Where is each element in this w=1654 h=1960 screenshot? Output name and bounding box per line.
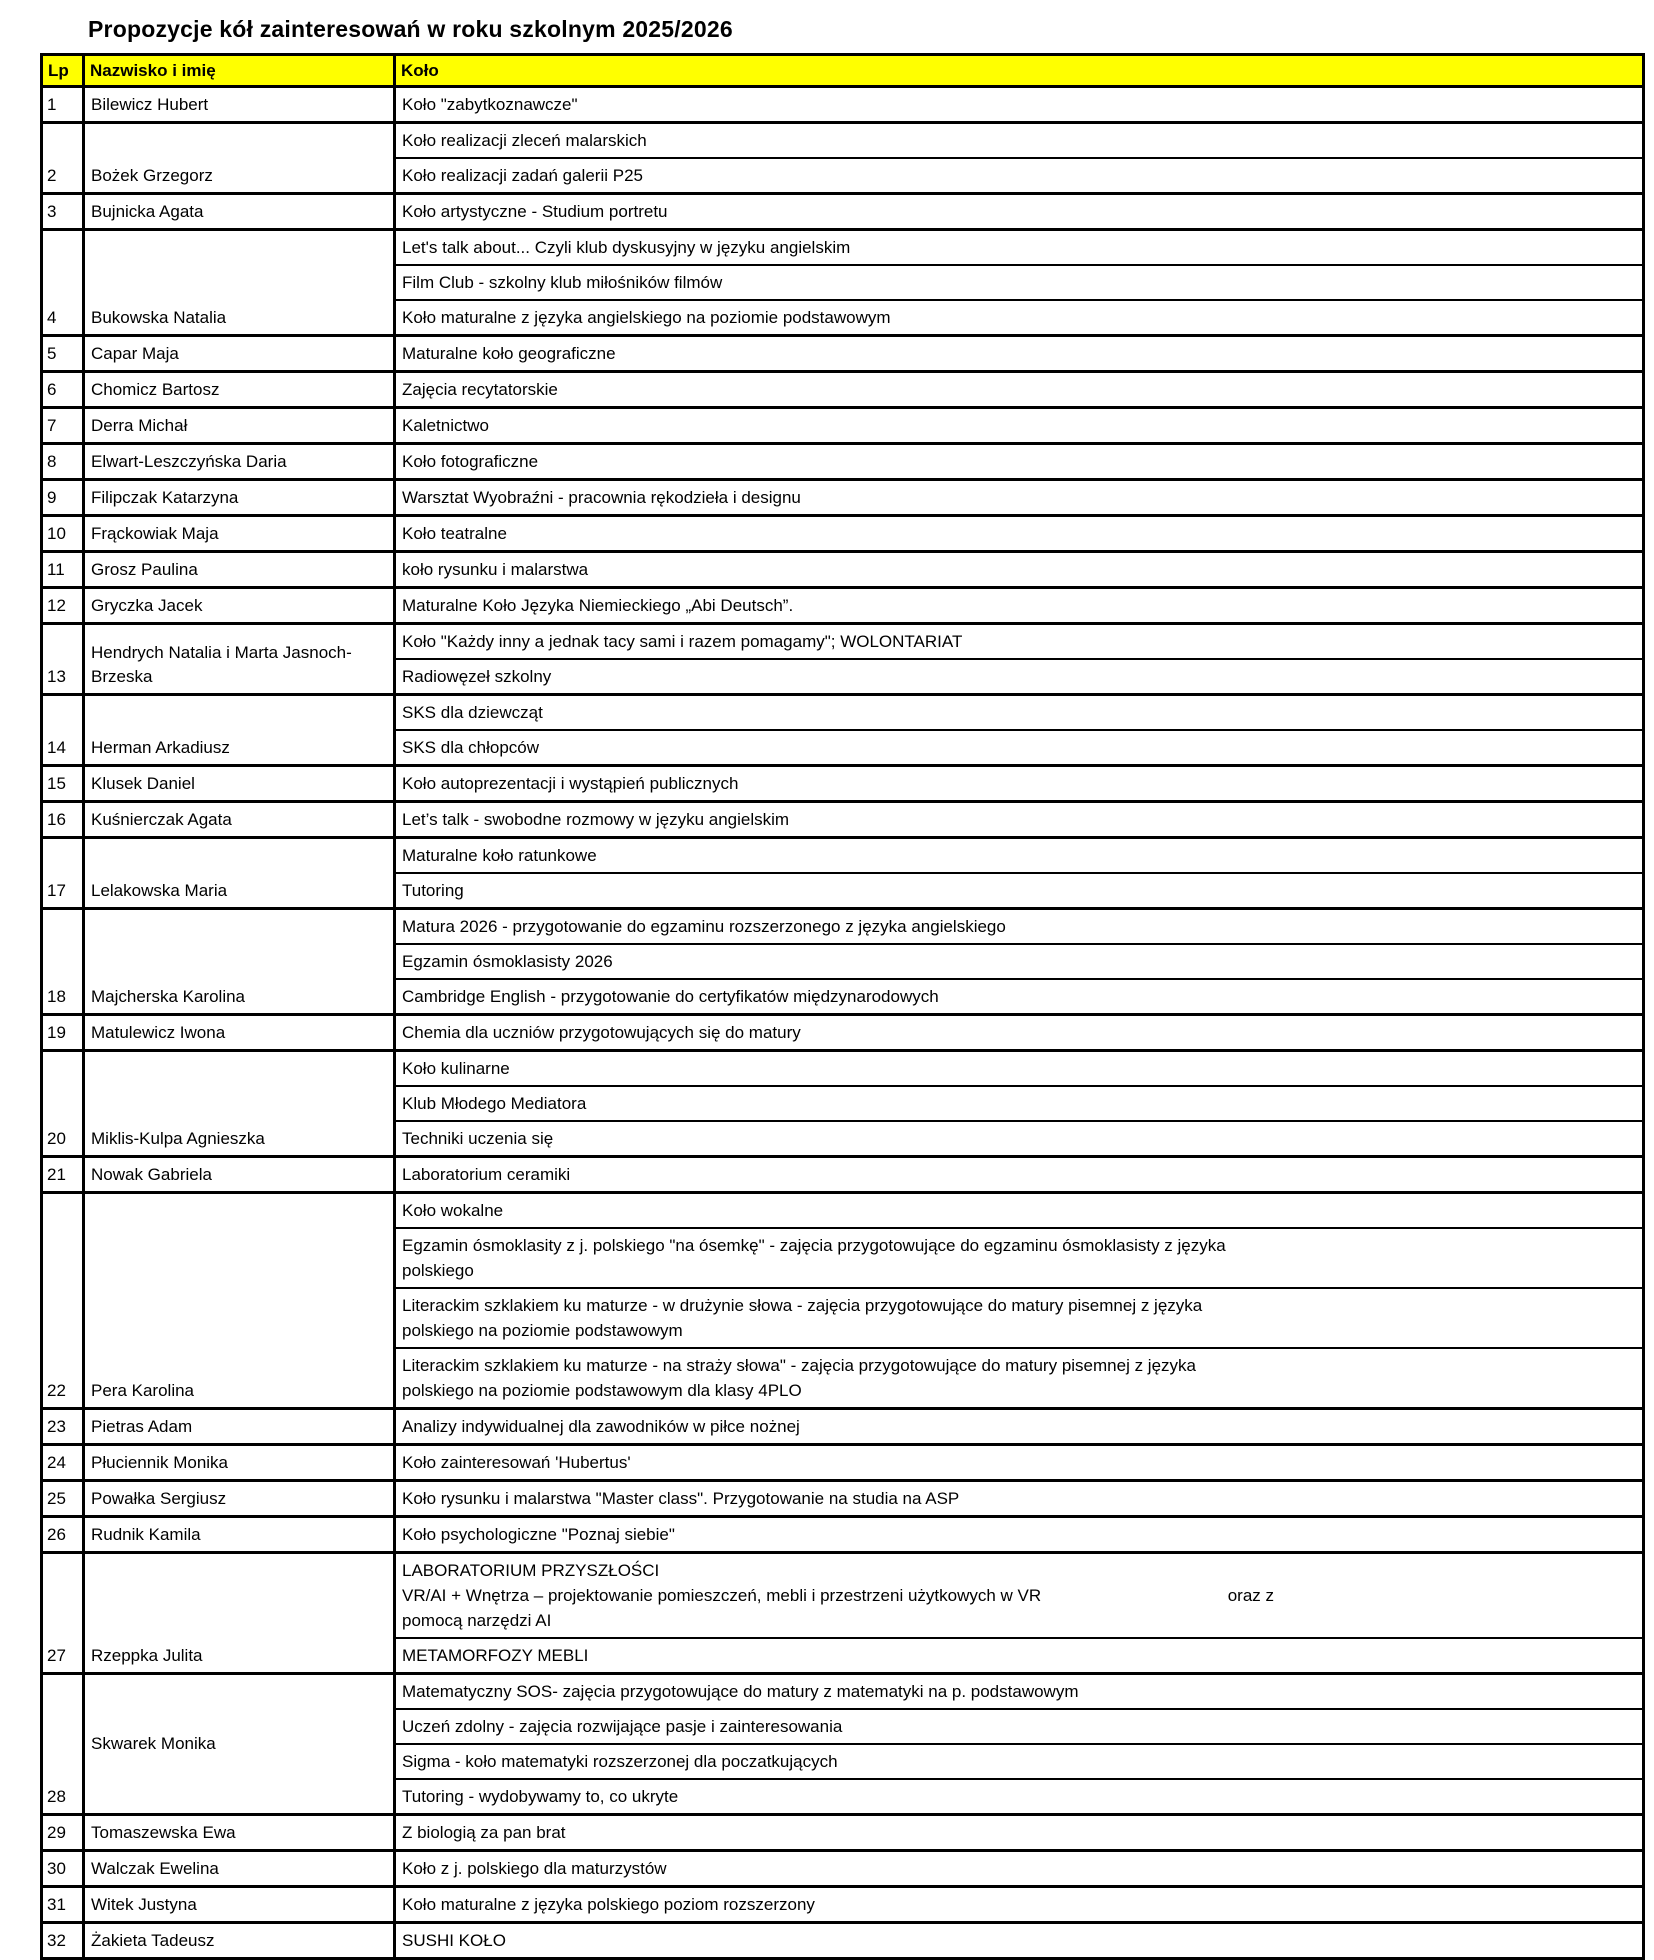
club-line: Koło rysunku i malarstwa "Master class". Przygotowanie na studia na ASP xyxy=(402,1489,960,1508)
table-row xyxy=(42,1851,1644,1887)
teacher-name-cell: Derra Michał xyxy=(84,408,395,444)
row-number-cell: 12 xyxy=(42,588,84,624)
club-cell xyxy=(395,480,1644,516)
club-line: Literackim szklakiem ku maturze - na straży słowa" - zajęcia przygotowujące do matury pisemnej z języka xyxy=(402,1356,1196,1375)
club-cell xyxy=(395,87,1644,123)
teacher-name-cell: Rzeppka Julita xyxy=(84,1553,395,1674)
club-cell xyxy=(395,1288,1644,1348)
table-row xyxy=(42,87,1644,123)
teacher-name-cell: Klusek Daniel xyxy=(84,766,395,802)
club-cell xyxy=(395,944,1644,979)
club-cell xyxy=(395,300,1644,336)
club-line: SKS dla chłopców xyxy=(402,738,540,757)
teacher-name-cell: Bożek Grzegorz xyxy=(84,123,395,194)
table-row xyxy=(42,1923,1644,1959)
row-number-cell: 8 xyxy=(42,444,84,480)
row-number-cell: 1 xyxy=(42,87,84,123)
row-number-cell: 28 xyxy=(42,1674,84,1815)
club-cell xyxy=(395,730,1644,766)
table-row xyxy=(42,230,1644,266)
club-cell xyxy=(395,1517,1644,1553)
club-cell xyxy=(395,1744,1644,1779)
teacher-name-cell: Capar Maja xyxy=(84,336,395,372)
row-number-cell: 19 xyxy=(42,1015,84,1051)
club-line: Koło psychologiczne "Poznaj siebie" xyxy=(402,1525,675,1544)
club-cell xyxy=(395,979,1644,1015)
club-line: Maturalne Koło Języka Niemieckiego „Abi Deutsch”. xyxy=(402,596,794,615)
club-cell xyxy=(395,372,1644,408)
teacher-name-cell: Walczak Ewelina xyxy=(84,1851,395,1887)
teacher-name-cell: Gryczka Jacek xyxy=(84,588,395,624)
club-line: Koło autoprezentacji i wystąpień publicznych xyxy=(402,774,739,793)
row-number-cell: 4 xyxy=(42,230,84,336)
club-cell xyxy=(395,873,1644,909)
table-row xyxy=(42,1481,1644,1517)
club-cell xyxy=(395,230,1644,266)
club-line: koło rysunku i malarstwa xyxy=(402,560,589,579)
club-line: Klub Młodego Mediatora xyxy=(402,1094,587,1113)
table-row xyxy=(42,1553,1644,1639)
club-cell xyxy=(395,909,1644,945)
teacher-name-cell: Nowak Gabriela xyxy=(84,1157,395,1193)
row-number-cell: 16 xyxy=(42,802,84,838)
club-line-right: oraz z xyxy=(1227,1586,1274,1605)
teacher-name-cell: Bujnicka Agata xyxy=(84,194,395,230)
teacher-name-cell: Kuśnierczak Agata xyxy=(84,802,395,838)
teacher-name-cell: Powałka Sergiusz xyxy=(84,1481,395,1517)
club-line: polskiego xyxy=(402,1261,474,1280)
teacher-name-cell: Lelakowska Maria xyxy=(84,838,395,909)
club-line: Koło "Każdy inny a jednak tacy sami i razem pomagamy"; WOLONTARIAT xyxy=(402,632,963,651)
club-line: Laboratorium ceramiki xyxy=(402,1165,571,1184)
table-row xyxy=(42,838,1644,874)
club-line: Matematyczny SOS- zajęcia przygotowujące do matury z matematyki na p. podstawowym xyxy=(402,1682,1079,1701)
club-line: Kaletnictwo xyxy=(402,416,489,435)
table-row xyxy=(42,802,1644,838)
club-cell xyxy=(395,444,1644,480)
row-number-cell: 29 xyxy=(42,1815,84,1851)
teacher-name-cell: Witek Justyna xyxy=(84,1887,395,1923)
teacher-name-cell: Herman Arkadiusz xyxy=(84,695,395,766)
row-number-cell: 25 xyxy=(42,1481,84,1517)
club-line: Egzamin ósmoklasity z j. polskiego "na ósemkę" - zajęcia przygotowujące do egzaminu ósmoklasisty z języka xyxy=(402,1236,1226,1255)
teacher-name-cell: Skwarek Monika xyxy=(84,1674,395,1815)
club-cell xyxy=(395,1709,1644,1744)
clubs-table-body xyxy=(42,87,1644,1959)
club-line: polskiego na poziomie podstawowym xyxy=(402,1321,683,1340)
club-line: Koło realizacji zleceń malarskich xyxy=(402,131,647,150)
club-line: Let's talk about... Czyli klub dyskusyjny w języku angielskim xyxy=(402,238,851,257)
club-line: SUSHI KOŁO xyxy=(402,1931,506,1950)
row-number-cell: 3 xyxy=(42,194,84,230)
table-row xyxy=(42,1815,1644,1851)
club-line: Koło "zabytkoznawcze" xyxy=(402,95,578,114)
club-line xyxy=(402,1583,1274,1608)
table-row xyxy=(42,1157,1644,1193)
table-row xyxy=(42,1445,1644,1481)
table-row xyxy=(42,909,1644,945)
club-cell xyxy=(395,1121,1644,1157)
table-row xyxy=(42,1517,1644,1553)
club-cell xyxy=(395,516,1644,552)
table-row xyxy=(42,372,1644,408)
page-title: Propozycje kół zainteresowań w roku szkolnym 2025/2026 xyxy=(88,16,733,42)
row-number-cell: 15 xyxy=(42,766,84,802)
row-number-cell: 2 xyxy=(42,123,84,194)
club-cell xyxy=(395,1157,1644,1193)
club-cell xyxy=(395,1348,1644,1409)
club-cell xyxy=(395,1228,1644,1288)
teacher-name-cell: Pietras Adam xyxy=(84,1409,395,1445)
club-cell xyxy=(395,1445,1644,1481)
club-line: Let’s talk - swobodne rozmowy w języku angielskim xyxy=(402,810,790,829)
club-line: Chemia dla uczniów przygotowujących się do matury xyxy=(402,1023,801,1042)
club-line: Koło maturalne z języka polskiego poziom rozszerzony xyxy=(402,1895,815,1914)
club-line: Sigma - koło matematyki rozszerzonej dla poczatkujących xyxy=(402,1752,838,1771)
table-row xyxy=(42,1015,1644,1051)
table-row xyxy=(42,336,1644,372)
club-line: Egzamin ósmoklasisty 2026 xyxy=(402,952,613,971)
club-line: Koło zainteresowań 'Hubertus' xyxy=(402,1453,631,1472)
club-line: Koło maturalne z języka angielskiego na poziomie podstawowym xyxy=(402,308,891,327)
club-line: Film Club - szkolny klub miłośników filmów xyxy=(402,273,723,292)
club-cell xyxy=(395,1779,1644,1815)
club-line: Tutoring xyxy=(402,881,464,900)
club-line: polskiego na poziomie podstawowym dla klasy 4PLO xyxy=(402,1381,802,1400)
teacher-name-cell: Rudnik Kamila xyxy=(84,1517,395,1553)
teacher-name-cell: Matulewicz Iwona xyxy=(84,1015,395,1051)
row-number-cell: 32 xyxy=(42,1923,84,1959)
table-row xyxy=(42,766,1644,802)
header-row xyxy=(42,55,1644,87)
teacher-name-cell: Płuciennik Monika xyxy=(84,1445,395,1481)
club-cell xyxy=(395,588,1644,624)
teacher-name-cell: Elwart-Leszczyńska Daria xyxy=(84,444,395,480)
row-number-cell: 9 xyxy=(42,480,84,516)
table-row xyxy=(42,552,1644,588)
table-row xyxy=(42,194,1644,230)
row-number-cell: 18 xyxy=(42,909,84,1015)
row-number-cell: 11 xyxy=(42,552,84,588)
club-cell xyxy=(395,1086,1644,1121)
club-line: Literackim szklakiem ku maturze - w drużynie słowa - zajęcia przygotowujące do matury pisemnej z języka xyxy=(402,1296,1203,1315)
club-line: Matura 2026 - przygotowanie do egzaminu rozszerzonego z języka angielskiego xyxy=(402,917,1006,936)
row-number-cell: 14 xyxy=(42,695,84,766)
clubs-table xyxy=(40,53,1645,1960)
club-line: pomocą narzędzi AI xyxy=(402,1611,552,1630)
club-cell xyxy=(395,1051,1644,1087)
row-number-cell: 27 xyxy=(42,1553,84,1674)
teacher-name-cell: Bukowska Natalia xyxy=(84,230,395,336)
club-line: LABORATORIUM PRZYSZŁOŚCI xyxy=(402,1561,660,1580)
row-number-cell: 5 xyxy=(42,336,84,372)
teacher-name-cell: Żakieta Tadeusz xyxy=(84,1923,395,1959)
club-cell xyxy=(395,408,1644,444)
club-cell xyxy=(395,659,1644,695)
row-number-cell: 26 xyxy=(42,1517,84,1553)
table-row xyxy=(42,1409,1644,1445)
teacher-name-cell: Chomicz Bartosz xyxy=(84,372,395,408)
club-line: Tutoring - wydobywamy to, co ukryte xyxy=(402,1787,679,1806)
table-row xyxy=(42,444,1644,480)
club-cell xyxy=(395,552,1644,588)
header-cell-lp: Lp xyxy=(42,55,84,87)
club-line: Koło fotograficzne xyxy=(402,452,539,471)
club-line: Koło artystyczne - Studium portretu xyxy=(402,202,668,221)
teacher-name-cell: Grosz Paulina xyxy=(84,552,395,588)
club-cell xyxy=(395,194,1644,230)
club-cell xyxy=(395,123,1644,159)
header-cell-club: Koło xyxy=(395,55,1644,87)
club-line: Koło kulinarne xyxy=(402,1059,510,1078)
club-cell xyxy=(395,1851,1644,1887)
club-line: Koło wokalne xyxy=(402,1201,504,1220)
club-cell xyxy=(395,624,1644,660)
club-cell xyxy=(395,838,1644,874)
teacher-name-cell: Tomaszewska Ewa xyxy=(84,1815,395,1851)
row-number-cell: 31 xyxy=(42,1887,84,1923)
club-line: Koło realizacji zadań galerii P25 xyxy=(402,166,643,185)
table-row xyxy=(42,408,1644,444)
club-line: Z biologią za pan brat xyxy=(402,1823,566,1842)
row-number-cell: 13 xyxy=(42,624,84,695)
teacher-name-cell: Hendrych Natalia i Marta Jasnoch-Brzeska xyxy=(84,624,395,695)
table-row xyxy=(42,480,1644,516)
club-cell xyxy=(395,1015,1644,1051)
club-line: Analizy indywidualnej dla zawodników w piłce nożnej xyxy=(402,1417,800,1436)
teacher-name-cell: Miklis-Kulpa Agnieszka xyxy=(84,1051,395,1157)
club-line: Maturalne koło ratunkowe xyxy=(402,846,597,865)
table-row xyxy=(42,624,1644,660)
table-row xyxy=(42,695,1644,731)
club-cell xyxy=(395,1409,1644,1445)
header-cell-name: Nazwisko i imię xyxy=(84,55,395,87)
club-cell xyxy=(395,1923,1644,1959)
row-number-cell: 6 xyxy=(42,372,84,408)
table-row xyxy=(42,516,1644,552)
row-number-cell: 7 xyxy=(42,408,84,444)
club-line-left: VR/AI + Wnętrza – projektowanie pomieszczeń, mebli i przestrzeni użytkowych w VR xyxy=(402,1586,1042,1605)
row-number-cell: 30 xyxy=(42,1851,84,1887)
table-row xyxy=(42,1674,1644,1710)
club-cell xyxy=(395,265,1644,300)
club-line: Maturalne koło geograficzne xyxy=(402,344,616,363)
club-line: Radiowęzeł szkolny xyxy=(402,667,552,686)
row-number-cell: 10 xyxy=(42,516,84,552)
club-cell xyxy=(395,1815,1644,1851)
teacher-name-cell: Frąckowiak Maja xyxy=(84,516,395,552)
table-row xyxy=(42,123,1644,159)
row-number-cell: 20 xyxy=(42,1051,84,1157)
club-cell xyxy=(395,766,1644,802)
club-cell xyxy=(395,1674,1644,1710)
row-number-cell: 24 xyxy=(42,1445,84,1481)
table-row xyxy=(42,1193,1644,1229)
row-number-cell: 22 xyxy=(42,1193,84,1409)
club-line: Warsztat Wyobraźni - pracownia rękodzieła i designu xyxy=(402,488,801,507)
teacher-name-cell: Bilewicz Hubert xyxy=(84,87,395,123)
club-cell xyxy=(395,1887,1644,1923)
club-line: Cambridge English - przygotowanie do certyfikatów międzynarodowych xyxy=(402,987,939,1006)
club-line: Koło z j. polskiego dla maturzystów xyxy=(402,1859,667,1878)
club-line: SKS dla dziewcząt xyxy=(402,703,543,722)
club-cell xyxy=(395,1193,1644,1229)
teacher-name-cell: Filipczak Katarzyna xyxy=(84,480,395,516)
club-cell xyxy=(395,1481,1644,1517)
row-number-cell: 17 xyxy=(42,838,84,909)
table-row xyxy=(42,1887,1644,1923)
row-number-cell: 23 xyxy=(42,1409,84,1445)
club-line: Zajęcia recytatorskie xyxy=(402,380,558,399)
teacher-name-cell: Pera Karolina xyxy=(84,1193,395,1409)
teacher-name-cell: Majcherska Karolina xyxy=(84,909,395,1015)
table-row xyxy=(42,588,1644,624)
club-cell xyxy=(395,336,1644,372)
club-cell xyxy=(395,1553,1644,1639)
club-line: Koło teatralne xyxy=(402,524,507,543)
table-row xyxy=(42,1051,1644,1087)
club-line: METAMORFOZY MEBLI xyxy=(402,1646,589,1665)
club-cell xyxy=(395,1638,1644,1674)
row-number-cell: 21 xyxy=(42,1157,84,1193)
club-cell xyxy=(395,158,1644,194)
club-cell xyxy=(395,802,1644,838)
club-line: Techniki uczenia się xyxy=(402,1129,554,1148)
club-line: Uczeń zdolny - zajęcia rozwijające pasje i zainteresowania xyxy=(402,1717,843,1736)
club-cell xyxy=(395,695,1644,731)
